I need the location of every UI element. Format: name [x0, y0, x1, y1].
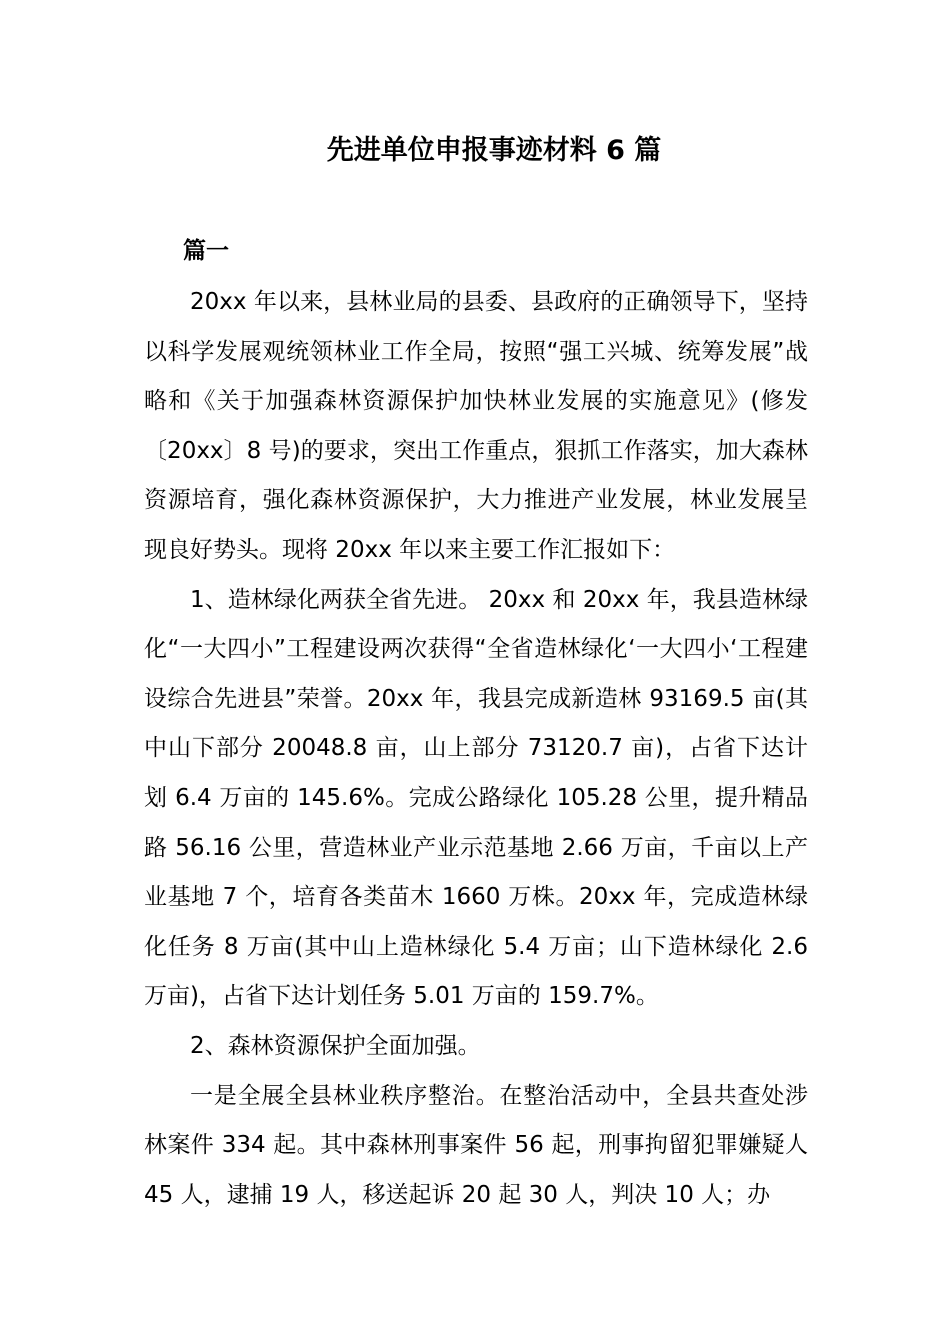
paragraph-intro: 20xx 年以来，县林业局的县委、县政府的正确领导下，坚持以科学发展观统领林业工作全局，按照“强工兴城、统筹发展”战略和《关于加强森林资源保护加快林业发展的实施意见》(修发〔20xx〕8 号)的要求，突出工作重点，狠抓工作落实，加大森林资源培育，强化森林资源保护，大力推进产业发展，林业发展呈现良好势头。现将 20xx 年以来主要工作汇报如下：: [144, 289, 808, 563]
paragraph-afforestation: 1、造林绿化两获全省先进。 20xx 和 20xx 年，我县造林绿化“一大四小”工程建设两次获得“全省造林绿化‘一大四小‘工程建设综合先进县”荣誉。20xx 年，我县完成新造林 93169.5 亩(其中山下部分 20048.8 亩，山上部分 73120.7 亩)，占省下达计划 6.4 万亩的 145.6%。完成公路绿化 105.28 公里，提升精品路 56.16 公里，营造林业产业示范基地 2.66 万亩，千亩以上产业基地 7 个，培育各类苗木 1660 万株。20xx 年，完成造林绿化任务 8 万亩(其中山上造林绿化 5.4 万亩；山下造林绿化 2.6 万亩)，占省下达计划任务 5.01 万亩的 159.7%。: [144, 586, 808, 1010]
document-title: 先进单位申报事迹材料 6 篇: [326, 135, 662, 166]
paragraph-order-rectification: 一是全展全县林业秩序整治。在整治活动中，全县共查处涉林案件 334 起。其中森林刑事案件 56 起，刑事拘留犯罪嫌疑人 45 人，逮捕 19 人，移送起诉 20 起 30 人，判决 10 人；办: [144, 1082, 808, 1208]
paragraph-forest-protection: 2、森林资源保护全面加强。: [190, 1032, 481, 1059]
section-heading: 篇一: [183, 238, 229, 264]
document-body: [144, 278, 808, 1220]
